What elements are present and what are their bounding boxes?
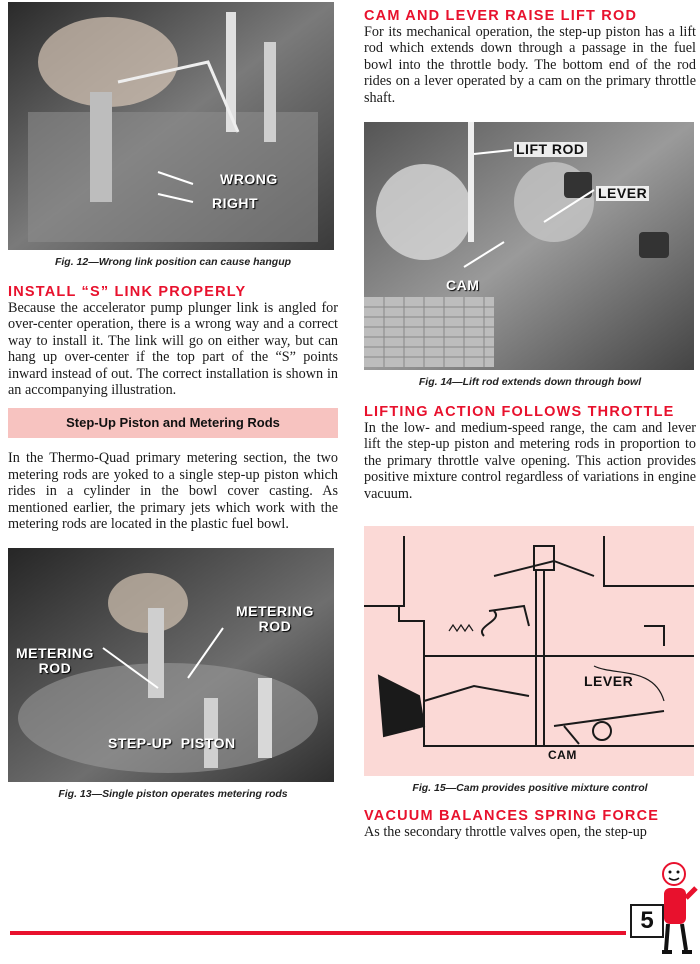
fig14-callout-cam: CAM: [446, 277, 480, 294]
fig15-diagram: [364, 526, 694, 776]
fig15-callout-cam: CAM: [548, 748, 577, 763]
s-link-body: Because the accelerator pump plunger link is angled for over-center operation, there is a wrong way and a correct way to install it. The link will go on either way, but can hang up over-center if the top part of the “S” points inward instead of out. The correct installation is shown in an accompanying illustration.: [8, 300, 338, 399]
fig12-photo: [8, 2, 334, 250]
fig13-callout-metering-rod-left: METERING ROD: [16, 645, 94, 677]
fig14-carburetor-image: [364, 122, 694, 370]
s-link-heading: INSTALL “S” LINK PROPERLY: [8, 284, 247, 300]
left-column: [8, 0, 338, 800]
cam-lever-heading: CAM AND LEVER RAISE LIFT ROD: [364, 8, 638, 24]
fig14-photo: [364, 122, 694, 370]
fig12-caption: Fig. 12—Wrong link position can cause hangup: [54, 256, 292, 268]
right-column: [364, 0, 696, 840]
fig13-callout-step-up-piston: STEP-UP PISTON: [108, 735, 236, 752]
fig15-cutaway-diagram: [364, 526, 694, 776]
section-bar-step-up-piston: Step-Up Piston and Metering Rods: [8, 408, 338, 438]
fig12-callout-right: RIGHT: [212, 195, 259, 211]
fig13-caption: Fig. 13—Single piston operates metering rods: [58, 788, 288, 801]
fig12-callout-wrong: WRONG: [220, 171, 278, 187]
lifting-action-heading: LIFTING ACTION FOLLOWS THROTTLE: [364, 404, 675, 421]
fig13-callout-metering-rod-right: METERING ROD: [236, 603, 314, 635]
fig13-photo: [8, 548, 334, 782]
fig14-callout-lever: LEVER: [598, 185, 648, 202]
fig14-callout-lift-rod: LIFT ROD: [516, 141, 585, 158]
thermo-quad-paragraph: In the Thermo-Quad primary metering section, the two metering rods are yoked to a single step-up piston which rides in a cylinder in the bowl cover casting. As mentioned earlier, the primary jets which work with the metering rods are located in the plastic fuel bowl.: [8, 450, 338, 533]
vacuum-heading: VACUUM BALANCES SPRING FORCE: [364, 808, 660, 825]
fig14-caption: Fig. 14—Lift rod extends down through bowl: [418, 376, 642, 389]
vacuum-body: As the secondary throttle valves open, the step-up: [364, 824, 647, 841]
fig12-carburetor-image: [8, 2, 334, 250]
fig15-callout-lever: LEVER: [584, 673, 634, 690]
footer-accent-bar: [10, 931, 626, 935]
cam-lever-body: For its mechanical operation, the step-up piston has a lift rod which extends down through a passage in the fuel bowl into the throttle body. The bottom end of the rod rides on a lever operated by a cam on the primary throttle shaft.: [364, 24, 696, 106]
page-number: 5: [630, 904, 664, 938]
fig15-caption: Fig. 15—Cam provides positive mixture control: [412, 782, 648, 795]
lifting-action-body: In the low- and medium-speed range, the cam and lever lift the step-up piston and metering rods in proportion to the primary throttle valve opening. This action provides positive mixture control regardless of variations in engine vacuum.: [364, 420, 696, 502]
